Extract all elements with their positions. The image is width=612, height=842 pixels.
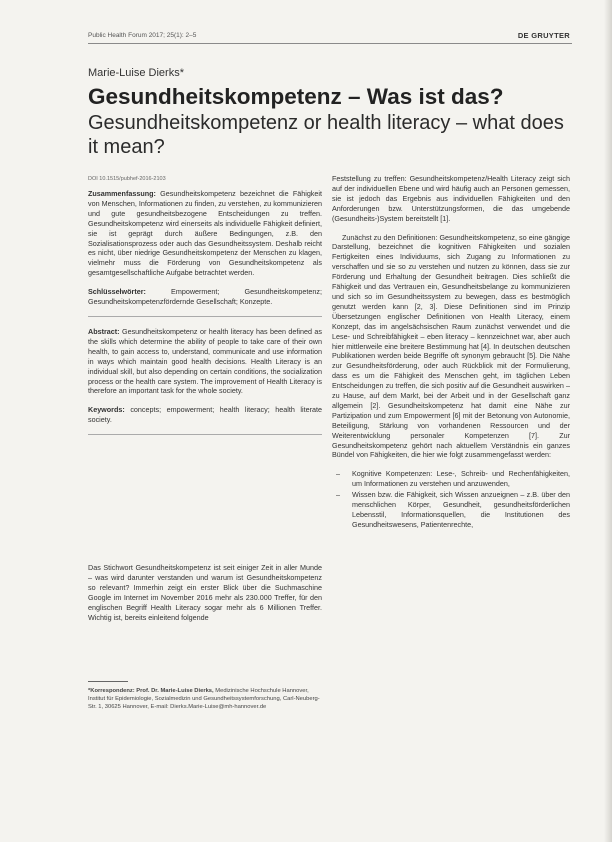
list-bullet: –: [336, 469, 340, 479]
header-divider: [88, 43, 572, 44]
competence-list: [332, 469, 570, 529]
abstract-english: [88, 327, 322, 396]
list-item-text: Wissen bzw. die Fähigkeit, sich Wissen anzueignen – z.B. über den menschlichen Körper, Gesundheit, gesundheitsförderlichen Lebensstil, Informationsquellen, die Institutionen des Gesundheitswesens, Patientenrechte,: [352, 490, 570, 529]
keywords-german-label: Schlüsselwörter:: [88, 287, 146, 297]
article-author: Marie-Luise Dierks*: [88, 67, 184, 79]
intro-text: Das Stichwort Gesundheitskompetenz ist seit einiger Zeit in aller Munde – was wird darunter verstanden und warum ist Gesundheitskompetenz so relevant? Immerhin zeigt ein erster Blick über die Suchmaschine Google im Internet im November 2016 mehr als 230.000 Treffer, für den englischen Begriff Health Literacy sogar mehr als 6 Millionen Treffer. Wichtig ist, bereits einleitend folgende: [88, 563, 322, 622]
correspondence-footnote: [88, 687, 322, 711]
keywords-english-label: Keywords:: [88, 405, 125, 415]
keywords-english-text: concepts; empowerment; health literacy; health literate society.: [88, 405, 322, 425]
list-bullet: –: [336, 490, 340, 500]
footnote-divider: [88, 681, 128, 682]
keywords-divider: [88, 434, 322, 435]
page-edge-shadow: [604, 0, 612, 842]
abstract-english-label: Abstract:: [88, 326, 120, 336]
keywords-english: [88, 405, 322, 425]
article-title-english: Gesundheitskompetenz or health literacy – what does it mean?: [88, 112, 564, 158]
abstract-english-text: Gesundheitskompetenz or health literacy has been defined as the skills which determine the ability of people to take care of their own health, to gain access to, understand, communicate and use information in ways which maintain good health decisions. Health Literacy is an individual skill, but also depending on certain conditions, the socialization process or the health care system. The improvement of Health Literacy is therefore an important task for the whole society.: [88, 326, 323, 396]
abstract-divider: [88, 316, 322, 317]
footnote-label: *Korrespondenz: Prof. Dr. Marie-Luise Dierks,: [88, 688, 214, 694]
keywords-german-text: Empowerment; Gesundheitskompetenz; Gesundheitskompetenzfördernde Gesellschaft; Konzepte.: [88, 287, 323, 307]
intro-paragraph: [88, 563, 322, 622]
body-column-right: [332, 174, 570, 531]
list-item-text: Kognitive Kompetenzen: Lese-, Schreib- und Rechenfähigkeiten, um Informationen zu verstehen und anzuwenden,: [352, 469, 570, 489]
abstract-column: [88, 189, 322, 445]
body-paragraph: Zunächst zu den Definitionen: Gesundheitskompetenz, so eine gängige Darstellung, bezeichnet die kognitiven Fähigkeiten und sozialen Fertigkeiten eines Individuums, sich Zugang zu Informationen zu verschaffen und sie so zu verstehen und nutzen zu können, dass sie zur Förderung und Erhaltung der Gesundheit beitragen. Dies schließt die Fähigkeit und das Vertrauen ein, Gesundheitsbelange zu kommunizieren und sich so im Gesundheitssystem zu bewegen, dass es bestmöglich genutzt werden kann [2, 3]. Diese Definitionen sind im Prinzip Übersetzungen englischer Definitionen von Health Literacy, einem Konzept, das im angelsächsischen Raum zunächst verwendet und die Lese- und Schreibfähigkeit – eben literacy – kennzeichnet war, aber auch hier mittlerweile eine breitere Bestimmung hat [4]. In deutschen deutschen Publikationen werden beide Begriffe oft synonym gebraucht [5]. Die Nähe zur Gesundheitsförderung, oder auch Rückblick mit der Formulierung, dass es um die Fähigkeit des Menschen geht, im täglichen Leben Entscheidungen zu treffen, die sich positiv auf die Gesundheit auswirken – zu Hause, auf dem Markt, bei der Arbeit und in der Gesellschaft ganz allgemein [2]. Gesundheitskompetenz hat damit eine Nähe zur Partizipation und zum Empowerment [6] mit der Betonung von Autonomie, Beteiligung, Stärkung von vorhandenen Ressourcen und der Weiterentwicklung personaler Kompetenzen [7]. Zur Gesundheitskompetenz gehört nach aktuellem Verständnis ein ganzes Bündel von Fähigkeiten, die hier wie folgt zusammengefasst werden:: [332, 232, 570, 460]
list-item: [332, 490, 570, 530]
article-title-german: Gesundheitskompetenz – Was ist das?: [88, 84, 504, 109]
journal-citation: Public Health Forum 2017; 25(1): 2–5: [88, 32, 197, 39]
publisher-logo: DE GRUYTER: [517, 31, 570, 40]
abstract-german-label: Zusammenfassung:: [88, 189, 156, 198]
abstract-german: [88, 189, 322, 278]
abstract-german-text: Gesundheitskompetenz bezeichnet die Fähigkeit von Menschen, Informationen zu finden, zu verstehen, zu kommunizieren und gute gesundheitsbezogene Entscheidungen zu treffen. Gesundheitskompetenz wird einerseits als individuelle Fähigkeit definiert, sie ist geprägt durch äußere Bedingungen, z.B. den Sozialisationsprozess oder auch das Gesundheitssystem. Deshalb reicht es nicht, über niedrige Gesundheitskompetenz der Menschen zu klagen, vielmehr muss die Förderung von Gesundheitskompetenz als gesamtgesellschaftliche Aufgabe betrachtet werden.: [88, 189, 322, 278]
body-paragraph: Feststellung zu treffen: Gesundheitskompetenz/Health Literacy zeigt sich auf der individuellen Ebene und wird häufig auch an Personen gemessen, sie ist jedoch das Ergebnis aus individuellen Fähigkeiten und den Anforderungen bzw. Unterstützungsformen, die das umgebende (Gesundheits-)System bereitstellt [1].: [332, 174, 570, 223]
keywords-german: [88, 287, 322, 307]
footnote-text: Medizinische Hochschule Hannover, Institut für Epidemiologie, Sozialmedizin und Gesundheitssystemforschung, Carl-Neuberg-Str. 1, 30625 Hannover, E-mail: Dierks.Marie-Luise@mh-hannover.de: [88, 688, 320, 710]
article-doi: DOI 10.1515/pubhef-2016-2103: [88, 176, 166, 182]
list-item: [332, 469, 570, 489]
